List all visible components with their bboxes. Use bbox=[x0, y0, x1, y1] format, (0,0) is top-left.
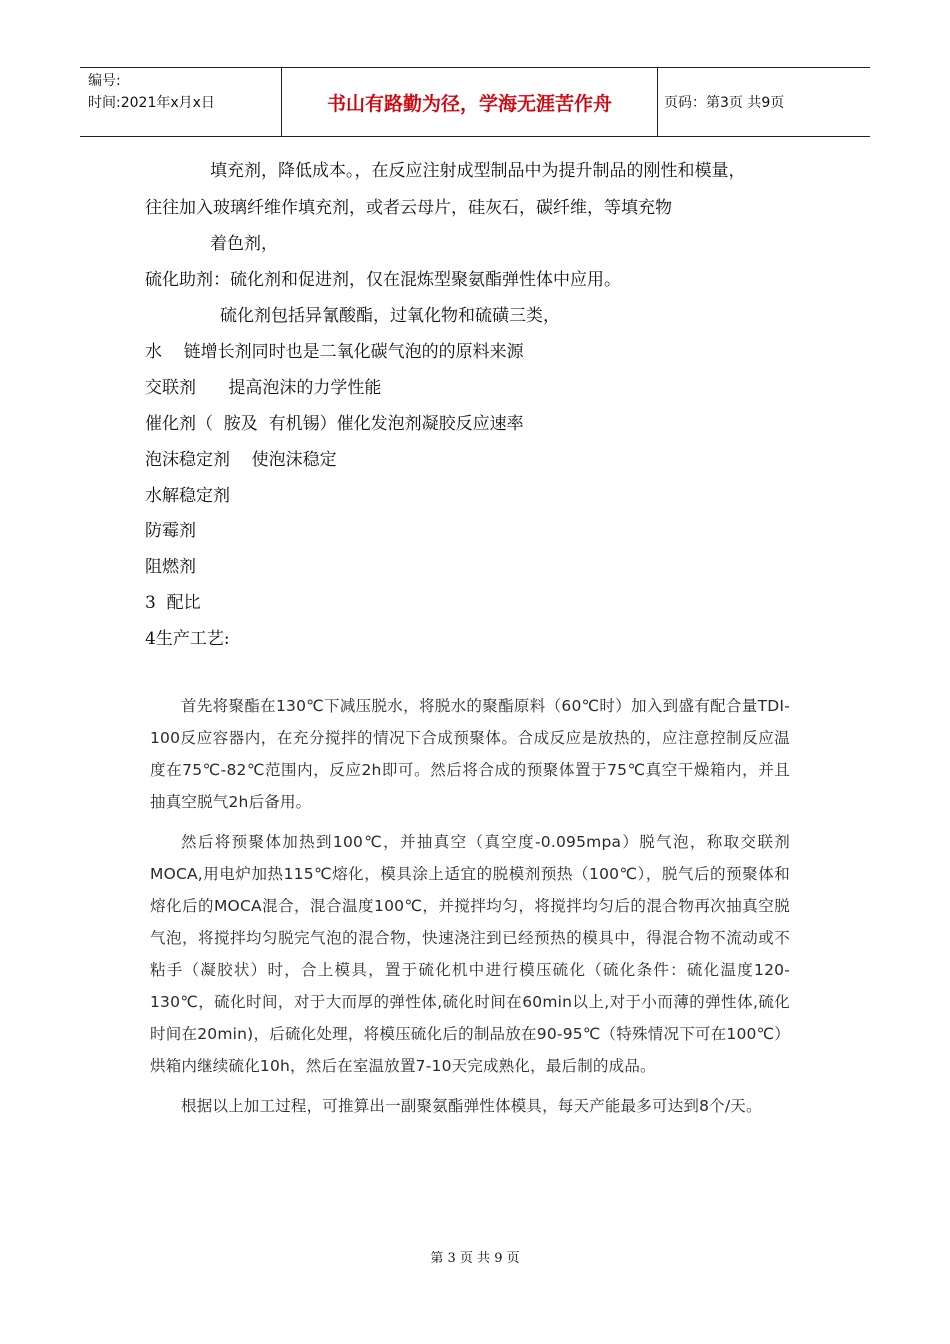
header-time: 时间:2021年x月x日 bbox=[88, 95, 215, 111]
text-line: 往往加入玻璃纤维作填充剂，或者云母片，硅灰石，碳纤维，等填充物 bbox=[145, 198, 672, 218]
embedded-process-image bbox=[150, 690, 790, 1190]
header-motto: 书山有路勤为径，学海无涯苦作舟 bbox=[282, 68, 658, 136]
text-line: 水 链增长剂同时也是二氧化碳气泡的的原料来源 bbox=[145, 342, 524, 362]
header-number: 编号: bbox=[88, 73, 121, 89]
text-line: 交联剂 提高泡沫的力学性能 bbox=[145, 378, 382, 398]
figure-paragraph: 根据以上加工过程，可推算出一副聚氨酯弹性体模具，每天产能最多可达到8个/天。 bbox=[181, 1097, 762, 1115]
figure-paragraph: 然后将预聚体加热到100℃，并抽真空（真空度-0.095mpa）脱气泡，称取交联剂MOCA,用电炉加热115℃熔化，模具涂上适宜的脱模剂预热（100℃），脱气后的预聚体和熔化后的MOCA混合，混合温度100℃，并搅拌均匀，将搅拌均匀后的混合物再次抽真空脱气泡，将搅拌均匀脱完气泡的混合物，快速浇注到已经预热的模具中，得混合物不流动或不粘手（凝胶状）时，合上模具，置于硫化机中进行模压硫化（硫化条件：硫化温度120-130℃，硫化时间，对于大而厚的弹性体,硫化时间在60min以上,对于小而薄的弹性体,硫化时间在20min)，后硫化处理，将模压硫化后的制品放在90-95℃（特殊情况下可在100℃）烘箱内继续硫化10h，然后在室温放置7-10天完成熟化，最后制的成品。 bbox=[150, 833, 790, 1075]
header-table bbox=[80, 67, 870, 137]
header-page-info: 页码：第3页 共9页 bbox=[664, 95, 785, 111]
text-line: 阻燃剂 bbox=[145, 557, 196, 577]
page-footer: 第 3 页 共 9 页 bbox=[430, 1251, 520, 1266]
text-line: 硫化剂包括异氰酸酯，过氧化物和硫磺三类， bbox=[220, 306, 560, 326]
text-line: 4生产工艺: bbox=[145, 629, 230, 649]
text-line: 3 配比 bbox=[145, 593, 201, 613]
text-line: 泡沫稳定剂 使泡沫稳定 bbox=[145, 450, 337, 470]
text-line: 着色剂， bbox=[210, 234, 278, 254]
text-line: 硫化助剂：硫化剂和促进剂，仅在混炼型聚氨酯弹性体中应用。 bbox=[145, 270, 621, 290]
figure-paragraph: 首先将聚酯在130℃下减压脱水，将脱水的聚酯原料（60℃时）加入到盛有配合量TDI-100反应容器内，在充分搅拌的情况下合成预聚体。合成反应是放热的，应注意控制反应温度在75℃-82℃范围内，反应2h即可。然后将合成的预聚体置于75℃真空干燥箱内，并且抽真空脱气2h后备用。 bbox=[150, 697, 790, 811]
text-line: 填充剂，降低成本。，在反应注射成型制品中为提升制品的刚性和模量， bbox=[210, 161, 746, 181]
text-line: 催化剂（ 胺及 有机锡）催化发泡剂凝胶反应速率 bbox=[145, 414, 524, 434]
text-line: 水解稳定剂 bbox=[145, 486, 230, 506]
text-line: 防霉剂 bbox=[145, 521, 196, 541]
header-meta bbox=[80, 68, 282, 136]
